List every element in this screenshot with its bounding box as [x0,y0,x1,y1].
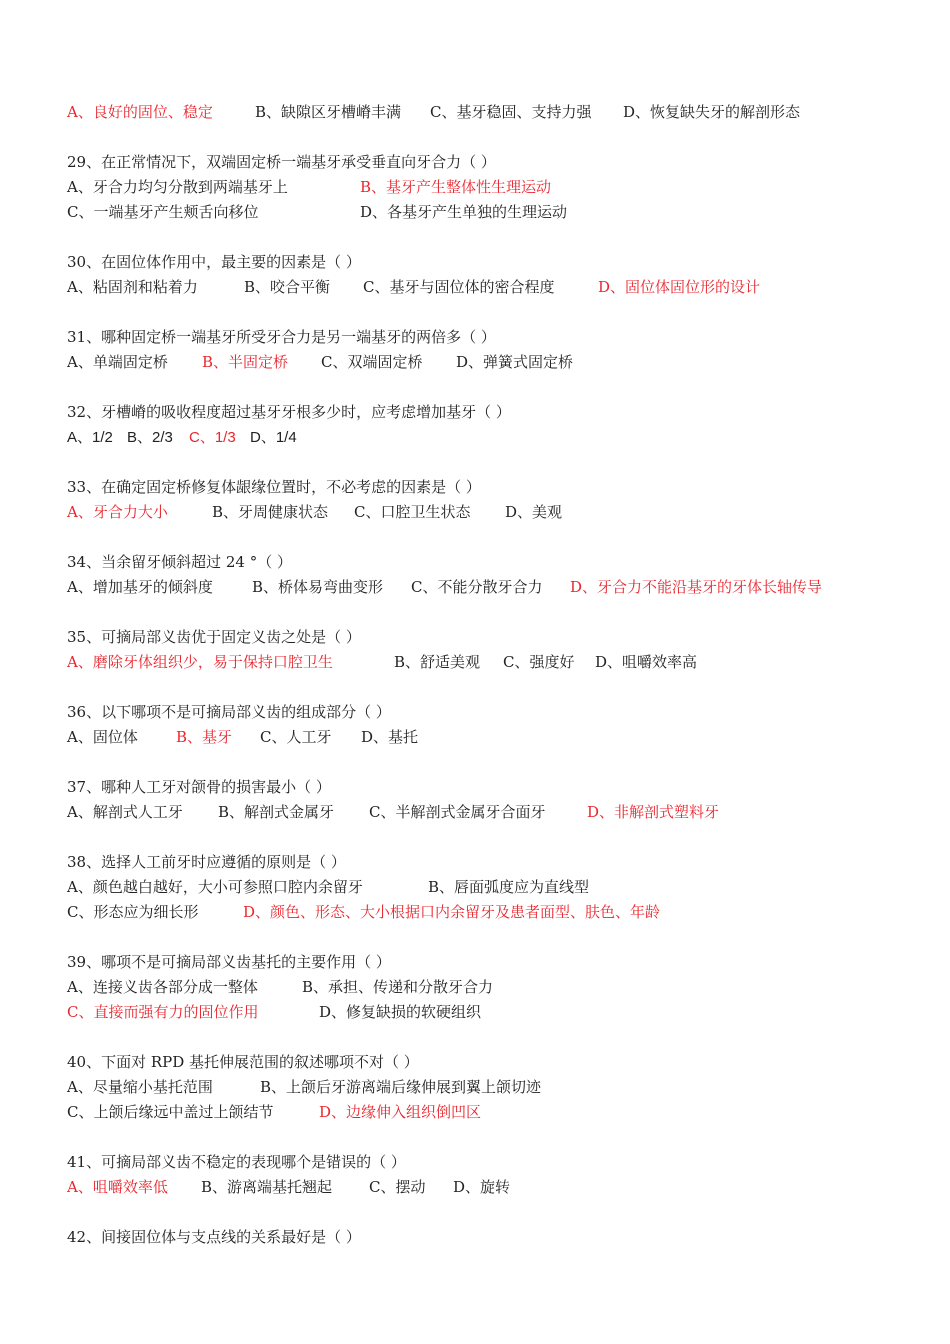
q38-options-row2 [67,900,907,925]
q32-options [67,425,907,450]
q33-options [67,500,907,525]
q40-option-c: C、上颌后缘远中盖过上颌结节 [67,1103,274,1121]
q40-options-row1 [67,1075,907,1100]
q40-stem: 40、下面对 RPD 基托伸展范围的叙述哪项不对（ ） [67,1053,419,1071]
q35-option-d: D、咀嚼效率高 [595,653,698,671]
q30-options [67,275,907,300]
q32-option-c: C、1/3 [189,429,236,446]
q36-stem: 36、以下哪项不是可摘局部义齿的组成部分（ ） [67,703,391,721]
q33-stem: 33、在确定固定桥修复体龈缘位置时，不必考虑的因素是（ ） [67,478,481,496]
q41-options [67,1175,907,1200]
q38-options-row1 [67,875,907,900]
q34-option-c: C、不能分散牙合力 [411,578,543,596]
q37-option-c: C、半解剖式金属牙合面牙 [369,803,546,821]
q39-stem: 39、哪项不是可摘局部义齿基托的主要作用（ ） [67,953,391,971]
q37-option-d: D、非解剖式塑料牙 [587,803,720,821]
q37-stem: 37、哪种人工牙对颌骨的损害最小（ ） [67,778,331,796]
q28-option-a: A、良好的固位、稳定 [67,103,213,121]
q41-option-c: C、摆动 [369,1178,426,1196]
q31-stem: 31、哪种固定桥一端基牙所受牙合力是另一端基牙的两倍多（ ） [67,328,496,346]
q29-option-b: B、基牙产生整体性生理运动 [360,178,552,196]
q34-option-d: D、牙合力不能沿基牙的牙体长轴传导 [570,578,823,596]
q35-option-b: B、舒适美观 [394,653,481,671]
q35-option-a: A、磨除牙体组织少，易于保持口腔卫生 [67,653,333,671]
q33-option-a: A、牙合力大小 [67,503,168,521]
q38-option-a: A、颜色越白越好，大小可参照口腔内余留牙 [67,878,363,896]
q30-stem: 30、在固位体作用中，最主要的因素是（ ） [67,253,361,271]
q37-option-a: A、解剖式人工牙 [67,803,183,821]
q34-option-a: A、增加基牙的倾斜度 [67,578,213,596]
q29-option-c: C、一端基牙产生颊舌向移位 [67,203,259,221]
q38-option-d: D、颜色、形态、大小根据口内余留牙及患者面型、肤色、年龄 [243,903,661,921]
q29-options-row2 [67,200,907,225]
q39-options-row2 [67,1000,907,1025]
q35-option-c: C、强度好 [503,653,575,671]
q41-option-a: A、咀嚼效率低 [67,1178,168,1196]
question-list [67,100,907,1250]
q36-option-d: D、基托 [361,728,419,746]
q37-options [67,800,907,825]
q29-option-d: D、各基牙产生单独的生理运动 [360,203,568,221]
q36-options [67,725,907,750]
q29-options-row1 [67,175,907,200]
q33-option-c: C、口腔卫生状态 [354,503,471,521]
q30-option-b: B、咬合平衡 [244,278,331,296]
q34-option-b: B、桥体易弯曲变形 [252,578,384,596]
q40-option-a: A、尽量缩小基托范围 [67,1078,213,1096]
q34-stem: 34、当余留牙倾斜超过 24 °（ ） [67,553,292,571]
q41-option-b: B、游离端基托翘起 [201,1178,333,1196]
q38-option-c: C、形态应为细长形 [67,903,199,921]
q35-stem: 35、可摘局部义齿优于固定义齿之处是（ ） [67,628,361,646]
q38-option-b: B、唇面弧度应为直线型 [428,878,590,896]
q29-option-a: A、牙合力均匀分散到两端基牙上 [67,178,288,196]
q31-option-c: C、双端固定桥 [321,353,423,371]
q28-option-d: D、恢复缺失牙的解剖形态 [623,103,801,121]
q28-option-c: C、基牙稳固、支持力强 [430,103,592,121]
q36-option-a: A、固位体 [67,728,138,746]
q28-options [67,100,907,125]
q37-option-b: B、解剖式金属牙 [218,803,335,821]
q40-options-row2 [67,1100,907,1125]
q39-options-row1 [67,975,907,1000]
q30-option-a: A、粘固剂和粘着力 [67,278,198,296]
q31-option-a: A、单端固定桥 [67,353,168,371]
q32-option-d: D、1/4 [250,429,297,446]
q36-option-b: B、基牙 [176,728,233,746]
q30-option-c: C、基牙与固位体的密合程度 [363,278,555,296]
q32-stem: 32、牙槽嵴的吸收程度超过基牙牙根多少时，应考虑增加基牙（ ） [67,403,511,421]
q40-option-b: B、上颌后牙游离端后缘伸展到翼上颌切迹 [260,1078,542,1096]
q34-options [67,575,907,600]
q39-option-a: A、连接义齿各部分成一整体 [67,978,258,996]
q31-options [67,350,907,375]
q38-stem: 38、选择人工前牙时应遵循的原则是（ ） [67,853,346,871]
q35-options [67,650,907,675]
q39-option-c: C、直接而强有力的固位作用 [67,1003,259,1021]
q33-option-d: D、美观 [505,503,563,521]
q28-option-b: B、缺隙区牙槽嵴丰满 [255,103,402,121]
q31-option-d: D、弹簧式固定桥 [456,353,574,371]
q41-stem: 41、可摘局部义齿不稳定的表现哪个是错误的（ ） [67,1153,406,1171]
q39-option-b: B、承担、传递和分散牙合力 [302,978,494,996]
q40-option-d: D、边缘伸入组织倒凹区 [319,1103,482,1121]
q39-option-d: D、修复缺损的软硬组织 [319,1003,482,1021]
q33-option-b: B、牙周健康状态 [212,503,329,521]
q32-option-a: A、1/2 [67,429,113,446]
q29-stem: 29、在正常情况下，双端固定桥一端基牙承受垂直向牙合力（ ） [67,153,496,171]
q41-option-d: D、旋转 [453,1178,511,1196]
q42-stem: 42、间接固位体与支点线的关系最好是（ ） [67,1228,361,1246]
q36-option-c: C、人工牙 [260,728,332,746]
q31-option-b: B、半固定桥 [202,353,289,371]
q30-option-d: D、固位体固位形的设计 [598,278,761,296]
q32-option-b: B、2/3 [127,429,173,446]
